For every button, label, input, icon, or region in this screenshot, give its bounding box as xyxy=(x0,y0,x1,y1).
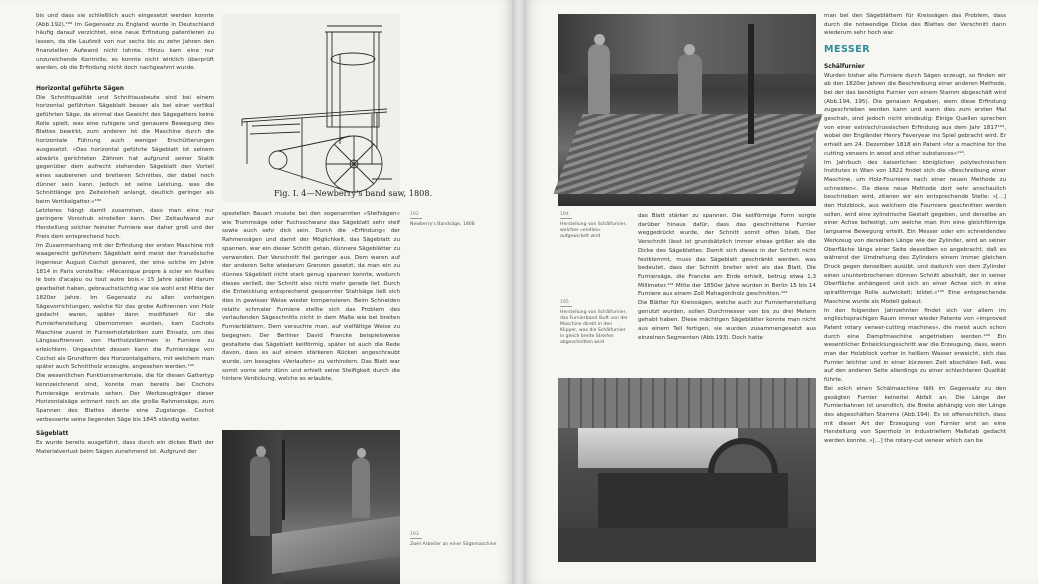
paragraph: Letzteres hängt damit zusammen, dass man eine nur geringere Vorschub einstellen kann. Der Zeitaufwand zur Herstellung solcher feinster Furniere war daher groß und der Preis dem entsprechend hoch. xyxy=(36,207,214,240)
left-column-2 xyxy=(222,210,400,420)
newberry-band-saw-engraving xyxy=(222,14,433,202)
veneer-roll xyxy=(553,114,822,194)
worker-figure xyxy=(678,54,702,114)
left-column-1 xyxy=(36,12,214,584)
paragraph: In den folgenden Jahrzehnten findet sich vor allem im englischsprachigen Raum immer wieder Patente von »improved Patent rotary veneer-cutting machines«, die meist auch schon durch eine Dampfmaschine angetrieben werden.¹⁹⁶ Ein wesentlicher Entwicklungsschritt war die Erzeugung, dass, wenn man der Holzblock vorher in heißem Wasser erweicht, sich das Furnier leichter und in einer kürzeren Zeit abschälen ließ, was auf den anderen Seite allerdings zu einer schlechteren Qualität führte. xyxy=(824,307,1006,384)
worker-figure xyxy=(250,456,270,536)
veneer-peeling-photo xyxy=(558,14,816,206)
paragraph: Die Schnittqualität und Schnittausbeute sind bei einem horizontal geführten Sägeblatt besser als bei einer vertikal geführten Säge, da einmal das Gewicht des Sägegatters keine Rolle spielt, was eine ruhigere und genauere Bewegung des Blattes bewirkt, zum anderen ist die Maschine durch die horizontale Führung auch weniger Erschütterungen ausgesetzt. »Das horizontal geführte Sägeblatt ist seinem abwärts gerichteten Zähnen hat aufgrund seiner Statik gegenüber dem aufrecht stehenden Sägeblatt den Vorteil eines saubereren und breiteren Schnittes, der dabei noch dünner sein kann. Jedoch ist seine Leistung, was die Schnittlänge pro Zeiteinheit anlangt, deutlich geringer als beim Vertikalgatter.«¹⁸⁹ xyxy=(36,94,214,206)
right-column xyxy=(824,12,1006,584)
caption-text: Herstellung von Schälfurnier, welches »endlos« aufgewickelt wird xyxy=(560,222,627,239)
paragraph: speziellen Bauart musste bei den sogenannten »Steifsägen« wie Trummsäge oder Fuchsschwanz das Sägeblatt sehr steif sowie auch sehr dick sein. Durch die »Erfindung« der Rahmensägen und damit der Möglichkeit, das Sägeblatt zu spannen, war ein dieser Schritt getan, dünnere Sägeblätter zu verwenden. Der Verschnitt fiel geringer aus. Dem waren auf der anderen Seite wiederum Grenzen gesetzt, da man ein zu dünnes Sägeblatt nicht stark genug spannen konnte, wodurch dieses verließ, der Schnitt also nicht mehr gerade lief. Durch die Entwicklung entsprechend gespannter Stahlsäge ließ sich dies in gewisser Weise wieder kompensieren. Beim Schneiden relativ schmaler Furniere stellte sich das Problem des verlaufenden Sägeschnitts nicht in dem Maße wie bei breiten Furnierblättern. Dem versuchte man, auf vielfältige Weise zu begegnen. Der Berliner David Francke beispielsweise gestaltete das Sägeblatt keilförmig, später ist auch die Rede davon, dass es auf einem stärkeren Rücken angeschraubt wurde, um besagtes »Verlaufen« zu verhindern. Das Blatt war somit vorne sehr dünn und erhielt seine Steifigkeit durch die hintere Verdickung, welche es erlaubte, xyxy=(222,211,400,383)
section-heading: Schälfurnier xyxy=(824,63,865,70)
section-heading: Horizontal geführte Sägen xyxy=(36,85,124,92)
section-heading: Sägeblatt xyxy=(36,431,69,438)
band-saw-illustration xyxy=(222,14,433,202)
paragraph: Es wurde bereits ausgeführt, dass durch ein dickes Blatt der Materialverlust beim Sägen zunehmend ist. Aufgrund der xyxy=(36,440,214,455)
right-page xyxy=(526,0,1038,584)
caption-text: Newberry's Bandsäge, 1808 xyxy=(410,222,475,227)
veneer-machine-photo xyxy=(558,378,816,562)
worker-figure xyxy=(352,458,370,518)
figure-number: 193 xyxy=(410,532,422,539)
paragraph: man bei den Sägeblättern für Kreissägen das Problem, dass durch die notwendige Dicke des Blattes der Verschnitt dann wiederum sehr hoch war. xyxy=(824,13,1006,37)
paragraph: Die wesentlichen Funktionsmerkmale, die für diesen Gattertyp kennzeichnend sind, konnte man bereits bei Cochots Furniersäge erstmals sehen. Der Werkzeugträger dieser Horizontalsäge erinnert noch an die große Rahmensäge, zum Spannen des Blattes diente eine Zugstange. Cochot verbesserte seine liegenden Säge bis 1845 ständig weiter. xyxy=(36,373,214,423)
figure-caption-192 xyxy=(410,212,500,228)
caption-text: Zwei Arbeiter an einer Sägemaschine xyxy=(410,542,497,547)
engraving-label: Fig. I. 4—Newberry's band saw, 1808. xyxy=(274,188,433,198)
worker-figure xyxy=(588,44,610,114)
figure-caption-193 xyxy=(410,532,500,548)
figure-caption-194 xyxy=(560,212,630,240)
figure-number: 194 xyxy=(560,212,572,219)
paragraph: das Blatt stärker zu spannen. Die keilförmige Form sorgte darüber hinaus dafür, dass das geschnittene Furnier weggedrückt wurde, der Schnitt somit offen blieb. Der Verschnitt lässt ist grundsätzlich immer etwas größer als die Dicke des Sägeblattes: Damit sich dieses in der Schnitt nicht festklemmt, muss das Sägeblatt geschränkt werden. was bedeutet, dass der Schnitt breiter wird als das Blatt. Die Furniersäge, die Francke am Ende erhielt, betrug etwa 1,3 Millimeter.¹⁹¹ Mitte der 1850er Jahre wurden in Berlin 15 bis 14 Furniere aus einem Zoll Mahagoniholz geschnitten.¹⁹² xyxy=(638,213,816,298)
section-title: MESSER xyxy=(824,44,871,56)
paragraph: bis und dass sie schließlich auch eingesetzt werden konnte (Abb.192).¹⁸⁸ Im Gegensatz zu England wurde in Deutschland häufig darauf verzichtet, eine neue Erfindung patentieren zu lassen, da die Laufzeit von nur sechs bis zu zehn Jahren den finanziellen Aufwand nicht lohnte. Hinzu kam eine nur unzureichende Kontrolle; es konnte nicht wirklich überprüft werden, ob die Erfindung nicht doch nachgeahmt wurde. xyxy=(36,13,214,72)
paragraph: Im Zusammenhang mit der Erfindung der ersten Maschine mit waagerecht geführtem Sägeblatt wird meist der französische Ingenieur August Cochot genannt, der eine solche im Jahre 1814 in Paris vorstellte: »Mécanique propre à scier en feuilles le bois d'acajou ou tout autre bois.« 15 Jahre später darum gearbeitet haben, gebrauchstüchtig war sie wohl erst Mitte der 1820er Jahre. Im Gegensatz zu allen vorherigen Sägevorrichtungen, welche für das grobe Auftrennen von Holz gedacht waren, später dann modifiziert für die Furnierherstellung übernommen wurden, kam Cochots Maschine zuerst in Furnierholzfabriken zum Einsatz, um das Längsauftrennen von Hartholzstämmen in Furniere zu erleichtern. Ungeachtet dessen kann die Furniersäge von Cochot als Grundform des Horizontalgatters, mit welchem man später auch Schnittholz erzeugte, angesehen werden.¹⁹⁰ xyxy=(36,242,214,371)
left-page xyxy=(0,0,512,584)
book-gutter xyxy=(512,0,526,584)
paragraph: Wurden bisher alle Furniere durch Sägen erzeugt, so finden wir ab den 1820er Jahren die Beschreibung einer anderen Methode, bei der das benötigte Furnier von einem Stamm abgeschält wird (Abb.194, 195). Die genauen Angaben, wem diese Erfindung zugeschrieben werden kann und wann dies zum ersten Mal geschah, sind jedoch nicht eindeutig: Einige Quellen sprechen von einer estnisch/russischen Erfindung aus dem Jahr 1817¹⁹³, wobei der Engländer Henry Faveryear ins Spiel gebracht wird. Er erhielt am 24. Dezember 1818 ein Patent »for a machine for the cutting veneers in wood and other substances«¹⁹⁴. xyxy=(824,72,1006,157)
paragraph: Im Jahrbuch des kaiserlichen königlichen polytechnischen Institutes in Wien von 1822 findet sich die »Beschreibung einer Maschine, um Holz-Fourniere nach einer neuen Methode zu schneiden«. Da diese neue Methode dort sehr anschaulich beschrieben wird, zitieren wir ein entsprechende Stelle: »[…] den Holzblock, aus welchem die Fourniere geschnitten werden sollen, wird eine zylindrische Gestalt gegeben, und derselbe an einer Achse befestigt, um welche man ihm eine gleichförmige langsame Bewegung erteilt. Ein Messer oder ein schneidendes Werkzeug von derselben Länge wie der Zylinder, wird an seiner Oberfläche längs einer Seite desselben so angebracht, daß es während der Umdrehung des Zylinders einem immer gleichen Druck gegen denselben ausübt, und dadurch von dem Zylinder einen ununterbrochenen dünnen Schnitt abschält, der in seiner Oberfläche anhängend und sich an einer Achse sich in eine spiralförmige Rolle aufwickelt; bildet.«¹⁹⁵ Eine entsprechende Maschine wurde als Modell gebaut. xyxy=(824,159,1006,305)
figure-caption-195 xyxy=(560,300,630,346)
workers-photo xyxy=(222,430,400,584)
caption-text: Herstellung von Schälfurnier, das Furnierband läuft von der Maschine direkt in den Klipper, was die Schälfurnier in gleich breite Streifen abgeschnitten wird xyxy=(560,310,628,345)
right-column-middle xyxy=(638,212,816,372)
figure-number: 192 xyxy=(410,212,422,219)
paragraph: Die Blätter für Kreissägen, welche auch zur Furnierherstellung genutzt wurden, sollen Durchmesser von bis zu drei Metern gehabt haben. Diese mächtigen Sägeblätter konnte man nicht aus einem Teil fertigen, sie wurden zusammengesetzt aus einzelnen Segmenten (Abb.193). Doch hatte xyxy=(638,300,816,341)
figure-number: 195 xyxy=(560,300,572,307)
paragraph: Bei solch einen Schälmaschine fällt im Gegensatz zu den gesägten Furnier keinerlei Abfall an. Die Länge der Furnierbahnen ist unendlich, die Breite abhängig von der Länge des abgeschälten Stamms (Abb.194). Es ist offensichtlich, dass mit dieser Art der Erzeugung von Furnier erst an eine Herstellung von Sperrholz in industriellem Maßstab gedacht werden konnte. »[…] the rotary-cut veneer which can be xyxy=(824,385,1006,445)
